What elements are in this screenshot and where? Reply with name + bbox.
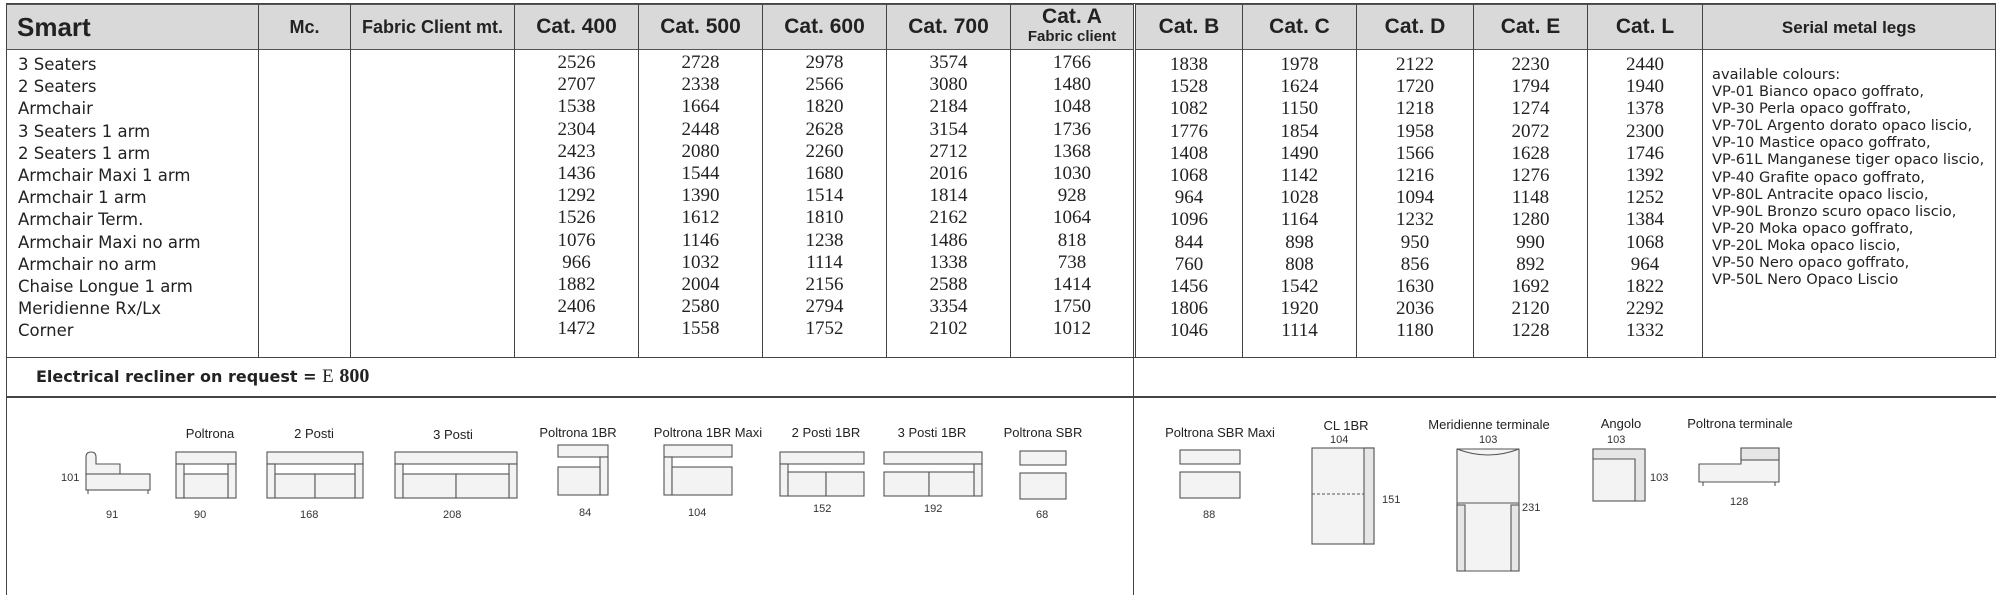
dim-meridienne-w: 103 [1479, 434, 1498, 446]
price-column-cat400 [515, 52, 638, 341]
price-cell: 928 [1057, 185, 1087, 207]
price-cell: 2102 [929, 318, 968, 340]
price-cell: 1940 [1626, 76, 1664, 98]
header-cat-700: Cat. 700 [887, 4, 1010, 50]
model-name: Armchair Maxi 1 arm [18, 166, 191, 186]
dim-poltrona-1br: 84 [579, 507, 592, 519]
price-cell: 2440 [1626, 54, 1664, 75]
price-cell: 1274 [1511, 98, 1550, 120]
price-cell: 2588 [929, 274, 968, 296]
price-cell: 1566 [1396, 142, 1434, 164]
price-cell: 1368 [1053, 140, 1091, 162]
price-cell: 1806 [1170, 298, 1208, 320]
price-cell: 1180 [1396, 320, 1434, 342]
colour-item: VP-70L Argento dorato opaco liscio, [1712, 117, 1973, 135]
price-cell: 1030 [1053, 163, 1091, 185]
price-cell: 1114 [806, 251, 843, 273]
colour-item: VP-80L Antracite opaco liscio, [1712, 185, 1929, 203]
price-cell: 1068 [1170, 165, 1208, 187]
price-cell: 1720 [1396, 76, 1434, 98]
three-seater-1br-icon [882, 450, 984, 500]
price-cell: 1164 [1280, 209, 1319, 231]
label-angolo: Angolo [1600, 416, 1642, 431]
price-cell: 2338 [681, 74, 720, 96]
price-cell: 2162 [929, 207, 968, 229]
three-seater-icon [393, 450, 519, 504]
price-cell: 1920 [1280, 298, 1319, 320]
price-cell: 2712 [929, 140, 968, 162]
price-cell: 1820 [805, 96, 844, 118]
poltrona-1br-maxi-icon [662, 443, 736, 503]
dim-2-posti-1br: 152 [813, 503, 832, 515]
label-poltrona-sbr: Poltrona SBR [1003, 425, 1083, 440]
price-cell: 760 [1174, 253, 1204, 275]
col-sep [1702, 3, 1703, 357]
price-cell: 1882 [557, 274, 596, 296]
price-cell: 1746 [1626, 142, 1664, 164]
price-cell: 1012 [1053, 318, 1091, 340]
price-cell: 2184 [929, 96, 968, 118]
price-cell: 2628 [805, 118, 844, 140]
price-cell: 1436 [557, 163, 596, 185]
price-cell: 1216 [1396, 165, 1434, 187]
label-2-posti-1br: 2 Posti 1BR [791, 425, 861, 440]
model-name: 3 Seaters [18, 55, 97, 74]
dim-2-posti: 168 [300, 509, 319, 521]
section-divider [6, 396, 1996, 398]
price-cell: 2080 [681, 140, 720, 162]
two-seater-1br-icon [778, 450, 866, 500]
model-name: 3 Seaters 1 arm [18, 121, 151, 141]
price-column-cat600 [763, 52, 886, 341]
price-cell: 1480 [1053, 74, 1091, 96]
price-cell: 1048 [1053, 96, 1091, 118]
header-cat-d: Cat. D [1357, 4, 1473, 50]
price-cell: 1542 [1280, 276, 1319, 298]
colour-item: VP-61L Manganese tiger opaco liscio, [1712, 151, 1985, 169]
poltrona-sbr-icon [1018, 449, 1068, 505]
dim-side-w: 91 [106, 509, 119, 521]
price-cell: 1822 [1626, 276, 1664, 298]
price-cell: 1514 [805, 185, 844, 207]
dim-angolo-w: 103 [1607, 434, 1626, 446]
price-cell: 1558 [681, 318, 720, 340]
price-cell: 1526 [557, 207, 596, 229]
price-cell: 1142 [1280, 165, 1319, 187]
model-name: Armchair Term. [18, 210, 144, 230]
price-cell: 2978 [805, 52, 844, 73]
left-border [6, 3, 7, 595]
dim-angolo-d: 103 [1650, 472, 1669, 484]
price-cell: 2423 [557, 140, 596, 162]
price-cell: 1630 [1396, 276, 1434, 298]
two-seater-icon [265, 450, 365, 504]
price-cell: 2120 [1511, 298, 1550, 320]
header-cat-a-sub: Fabric client [1027, 28, 1117, 45]
col-sep [350, 3, 351, 357]
price-cell: 2122 [1396, 54, 1434, 75]
price-cell: 1392 [1626, 165, 1664, 187]
poltrona-icon [174, 450, 238, 504]
price-cell: 1752 [805, 318, 844, 340]
price-column-cate [1474, 54, 1587, 343]
price-cell: 1456 [1170, 276, 1208, 298]
price-cell: 2728 [681, 52, 720, 73]
price-cell: 1082 [1170, 98, 1208, 120]
price-column-catl [1588, 54, 1702, 343]
header-cat-500: Cat. 500 [639, 4, 762, 50]
price-cell: 2036 [1396, 298, 1434, 320]
header-cat-c: Cat. C [1243, 4, 1356, 50]
price-column-catd [1357, 54, 1473, 343]
price-cell: 1064 [1053, 207, 1091, 229]
price-cell: 1794 [1511, 76, 1550, 98]
dim-poltrona-sbr: 68 [1036, 509, 1049, 521]
model-name: Chaise Longue 1 arm [18, 277, 193, 297]
price-cell: 898 [1285, 231, 1314, 253]
price-cell: 1046 [1170, 320, 1208, 342]
price-cell: 1766 [1053, 52, 1091, 73]
price-cell: 1538 [557, 96, 596, 118]
col-sep [258, 3, 259, 357]
header-cat-a-title: Cat. A [1042, 5, 1102, 28]
dim-meridienne-d: 231 [1522, 502, 1541, 514]
price-cell: 808 [1285, 253, 1314, 275]
side-view-icon [84, 444, 154, 514]
dim-poltrona-terminale: 128 [1730, 496, 1749, 508]
price-cell: 2526 [557, 52, 596, 73]
colour-item: VP-01 Bianco opaco goffrato, [1712, 83, 1924, 101]
colour-item: VP-10 Mastice opaco goffrato, [1712, 134, 1931, 152]
price-cell: 892 [1516, 253, 1545, 275]
dim-cl-1br-w: 104 [1330, 434, 1349, 446]
price-cell: 1292 [557, 185, 596, 207]
price-cell: 1490 [1280, 142, 1319, 164]
label-poltrona-1br: Poltrona 1BR [539, 425, 617, 440]
price-cell: 1612 [681, 207, 720, 229]
price-cell: 1624 [1280, 76, 1319, 98]
price-cell: 964 [1630, 253, 1660, 275]
price-cell: 1680 [805, 163, 844, 185]
price-column-cata [1011, 52, 1133, 341]
recliner-currency: E [322, 366, 334, 387]
colour-item: VP-20 Moka opaco goffrato, [1712, 219, 1914, 237]
table-bottom-border [6, 357, 1996, 358]
price-cell: 1390 [681, 185, 720, 207]
price-cell: 1486 [929, 229, 968, 251]
model-name: 2 Seaters 1 arm [18, 143, 151, 163]
price-cell: 1814 [929, 185, 968, 207]
header-smart: Smart [7, 4, 258, 50]
price-cell: 1692 [1511, 276, 1550, 298]
model-name: Armchair 1 arm [18, 188, 147, 208]
price-column-catc [1243, 54, 1356, 343]
header-cat-l: Cat. L [1588, 4, 1702, 50]
model-name: Armchair no arm [18, 254, 157, 274]
colour-item: VP-20L Moka opaco liscio, [1712, 236, 1901, 254]
price-cell: 1528 [1170, 76, 1208, 98]
price-cell: 1028 [1280, 187, 1319, 209]
price-cell: 844 [1174, 231, 1204, 253]
price-cell: 856 [1400, 253, 1430, 275]
price-cell: 1280 [1511, 209, 1550, 231]
price-cell: 1032 [681, 251, 720, 273]
price-cell: 1338 [929, 251, 968, 273]
dim-poltrona: 90 [194, 509, 207, 521]
price-cell: 3154 [929, 118, 968, 140]
price-cell: 3574 [929, 52, 968, 73]
price-cell: 2156 [805, 274, 844, 296]
price-cell: 1378 [1626, 98, 1664, 120]
price-cell: 1838 [1170, 54, 1208, 75]
right-border [1995, 3, 1996, 357]
price-cell: 1776 [1170, 120, 1208, 142]
price-cell: 1750 [1053, 296, 1091, 318]
price-cell: 3354 [929, 296, 968, 318]
dim-poltrona-1br-maxi: 104 [688, 507, 707, 519]
label-poltrona-terminale: Poltrona terminale [1687, 416, 1793, 431]
price-cell: 2794 [805, 296, 844, 318]
price-cell: 2016 [929, 163, 968, 185]
price-cell: 1094 [1396, 187, 1434, 209]
dim-cl-1br-d: 151 [1382, 494, 1401, 506]
header-cat-400: Cat. 400 [515, 4, 638, 50]
colour-item: VP-50L Nero Opaco Liscio [1712, 271, 1899, 289]
colours-list [1712, 66, 1984, 288]
colour-item: VP-30 Perla opaco goffrato, [1712, 100, 1912, 118]
price-column-cat500 [639, 52, 762, 341]
model-name: Corner [18, 321, 74, 341]
angolo-icon [1591, 447, 1647, 505]
meridienne-icon [1455, 447, 1523, 577]
price-cell: 2230 [1511, 54, 1550, 75]
price-cell: 1854 [1280, 120, 1319, 142]
poltrona-terminale-icon [1697, 446, 1783, 492]
price-cell: 2448 [681, 118, 720, 140]
colour-item: VP-40 Grafite opaco goffrato, [1712, 168, 1925, 186]
price-column-cat700 [887, 52, 1010, 341]
price-cell: 1384 [1626, 209, 1664, 231]
price-cell: 1978 [1280, 54, 1319, 75]
price-cell: 1408 [1170, 142, 1208, 164]
header-fabric-client: Fabric Client mt. [351, 4, 514, 50]
price-cell: 1472 [557, 318, 596, 340]
price-cell: 1414 [1053, 274, 1091, 296]
colours-intro: available colours: [1712, 66, 1841, 83]
model-name: Armchair [18, 99, 93, 119]
model-names [18, 54, 201, 343]
header-cat-a [1011, 4, 1133, 50]
price-cell: 1148 [1511, 187, 1550, 209]
header-cat-e: Cat. E [1474, 4, 1587, 50]
price-cell: 2707 [557, 74, 596, 96]
label-cl-1br: CL 1BR [1323, 418, 1369, 433]
dim-side-h: 101 [61, 472, 80, 484]
model-name: 2 Seaters [18, 77, 97, 97]
price-cell: 2072 [1511, 120, 1550, 142]
price-cell: 1150 [1280, 98, 1319, 120]
price-cell: 1218 [1396, 98, 1434, 120]
colour-item: VP-50 Nero opaco goffrato, [1712, 254, 1910, 272]
price-cell: 1068 [1626, 231, 1664, 253]
header-cat-600: Cat. 600 [763, 4, 886, 50]
price-cell: 1664 [681, 96, 720, 118]
price-cell: 2260 [805, 140, 844, 162]
price-cell: 818 [1057, 229, 1087, 251]
label-poltrona: Poltrona [185, 426, 235, 441]
recliner-note [36, 365, 369, 388]
price-cell: 1238 [805, 229, 844, 251]
price-cell: 990 [1516, 231, 1545, 253]
price-cell: 2292 [1626, 298, 1664, 320]
dim-3-posti: 208 [443, 509, 462, 521]
recliner-label: Electrical recliner on request = [36, 367, 323, 386]
price-column-catb [1136, 54, 1242, 343]
label-poltrona-sbr-maxi: Poltrona SBR Maxi [1165, 425, 1275, 440]
label-2-posti: 2 Posti [294, 426, 334, 441]
chaise-longue-icon [1310, 446, 1376, 548]
price-cell: 1276 [1511, 165, 1550, 187]
header-cat-b: Cat. B [1136, 4, 1242, 50]
model-name: Meridienne Rx/Lx [18, 299, 162, 319]
header-serial-legs: Serial metal legs [1703, 4, 1995, 50]
poltrona-sbr-maxi-icon [1178, 448, 1242, 504]
poltrona-1br-icon [556, 443, 612, 503]
price-cell: 1332 [1626, 320, 1664, 342]
price-cell: 1628 [1511, 142, 1550, 164]
price-cell: 1076 [557, 229, 596, 251]
price-cell: 1958 [1396, 120, 1434, 142]
price-cell: 1114 [1281, 320, 1318, 342]
price-cell: 2304 [557, 118, 596, 140]
price-cell: 2300 [1626, 120, 1664, 142]
header-mc: Mc. [259, 4, 350, 50]
price-cell: 2566 [805, 74, 844, 96]
price-cell: 2580 [681, 296, 720, 318]
price-cell: 1096 [1170, 209, 1208, 231]
price-cell: 1146 [681, 229, 720, 251]
label-poltrona-1br-maxi: Poltrona 1BR Maxi [653, 425, 763, 440]
price-cell: 1810 [805, 207, 844, 229]
price-cell: 950 [1400, 231, 1430, 253]
price-cell: 966 [562, 251, 591, 273]
price-cell: 1736 [1053, 118, 1091, 140]
colour-item: VP-90L Bronzo scuro opaco liscio, [1712, 202, 1957, 220]
label-3-posti: 3 Posti [433, 427, 473, 442]
label-3-posti-1br: 3 Posti 1BR [897, 425, 967, 440]
dim-poltrona-sbr-maxi: 88 [1203, 509, 1216, 521]
model-name: Armchair Maxi no arm [18, 232, 201, 252]
price-cell: 2406 [557, 296, 596, 318]
price-cell: 1232 [1396, 209, 1434, 231]
price-cell: 1228 [1511, 320, 1550, 342]
recliner-price: 800 [339, 365, 370, 387]
price-cell: 964 [1174, 187, 1204, 209]
center-divider [1133, 3, 1134, 595]
price-cell: 2004 [681, 274, 720, 296]
price-cell: 1252 [1626, 187, 1664, 209]
price-cell: 3080 [929, 74, 968, 96]
dim-3-posti-1br: 192 [924, 503, 943, 515]
price-cell: 1544 [681, 163, 720, 185]
label-meridienne: Meridienne terminale [1428, 417, 1550, 432]
price-cell: 738 [1057, 251, 1087, 273]
